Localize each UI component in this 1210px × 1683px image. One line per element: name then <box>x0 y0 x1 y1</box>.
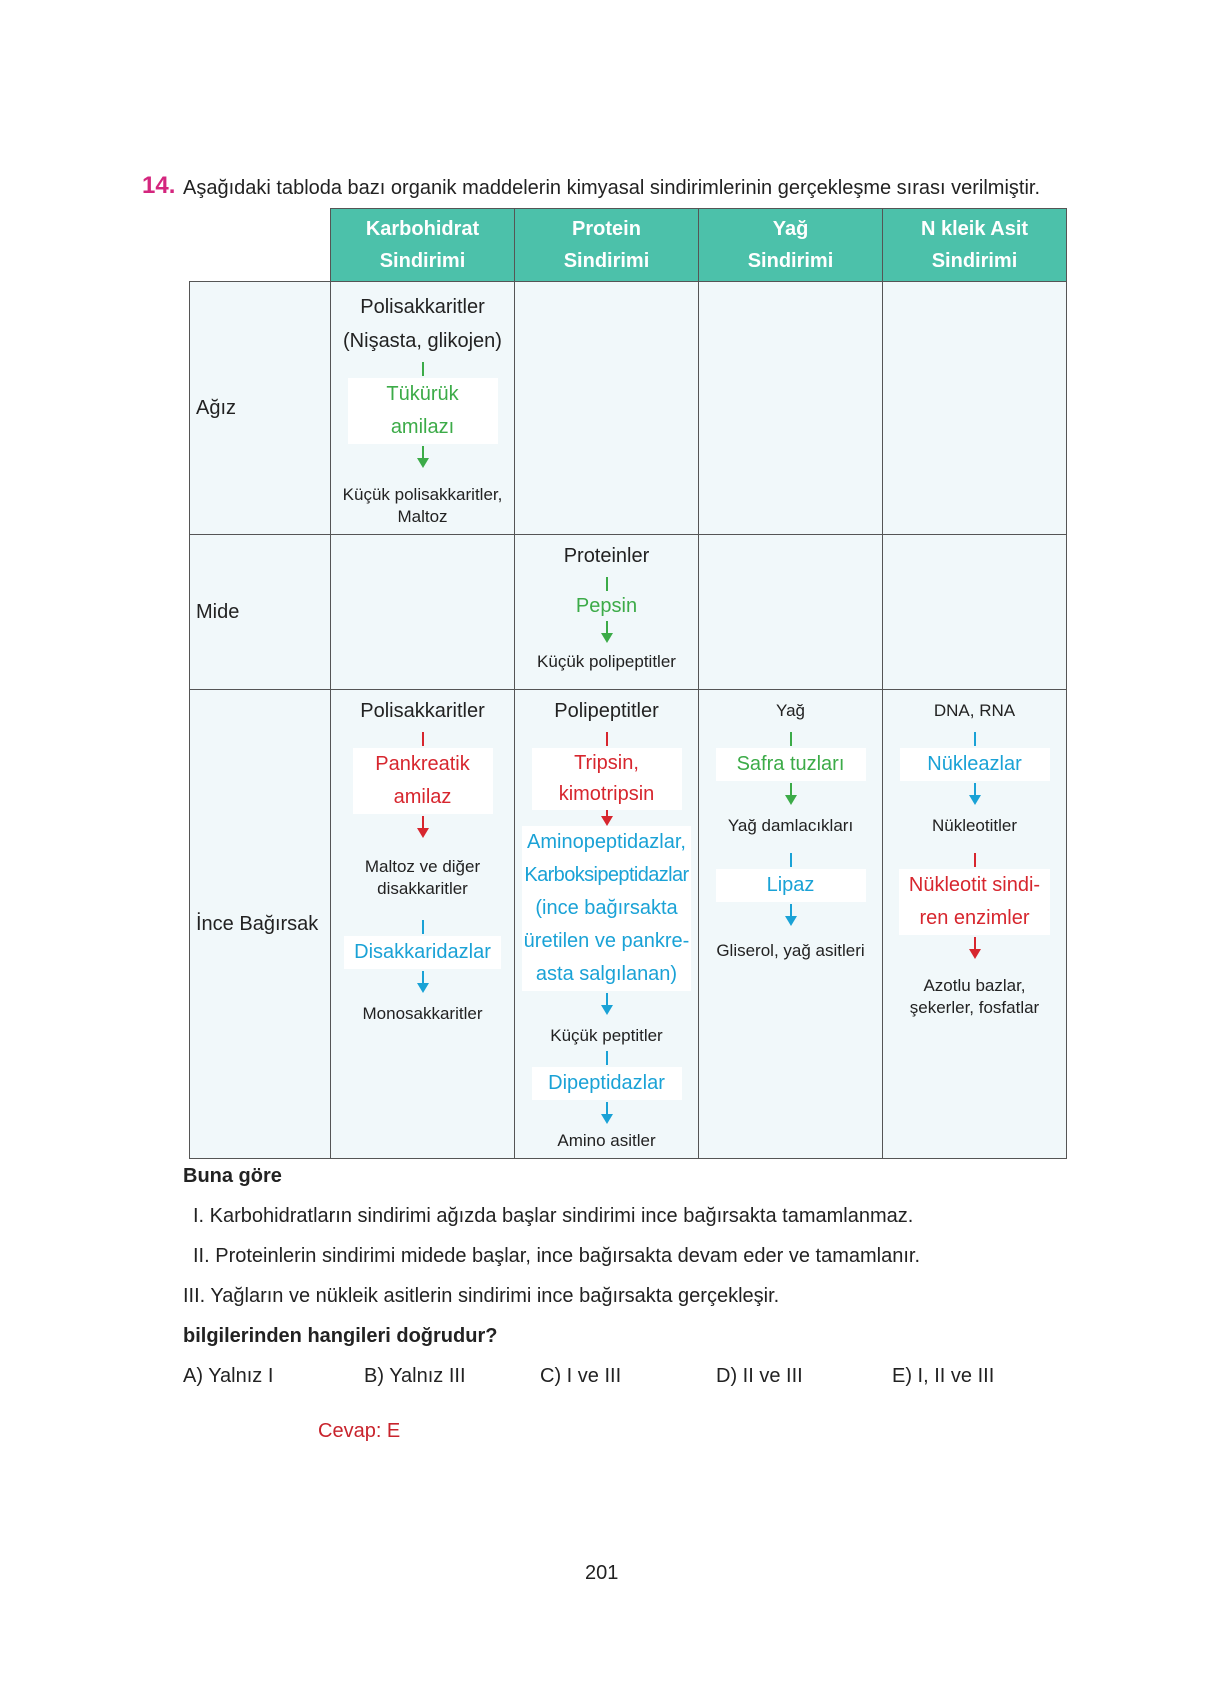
cell-stomach-carb <box>331 535 515 690</box>
table-header-row <box>190 209 1067 282</box>
substrate: Polipeptitler <box>554 700 659 722</box>
option-b[interactable]: B) Yalnız III <box>364 1365 466 1387</box>
intermediate: disakkaritler <box>377 879 468 898</box>
enzyme: Nükleotit sindi- <box>908 874 1041 896</box>
flow-tick <box>790 853 792 867</box>
enzyme: Tripsin, <box>574 752 639 774</box>
cell-intestine-protein <box>515 690 699 1159</box>
substrate: Proteinler <box>563 545 650 567</box>
cell-mouth-carb <box>331 282 515 535</box>
enzyme-box <box>532 748 682 810</box>
product: Küçük polisakkaritler, <box>342 485 503 504</box>
down-arrow-icon <box>969 937 981 959</box>
header-nucleic-acid: N kleik Asit Sindirimi <box>883 209 1067 282</box>
flow-tick <box>606 1051 608 1065</box>
enzyme: Aminopeptidazlar, <box>527 831 686 853</box>
down-arrow-icon <box>601 1102 613 1124</box>
row-mouth <box>190 282 1067 535</box>
enzyme: Pepsin <box>575 595 638 617</box>
product: Küçük polipeptitler <box>537 652 676 671</box>
enzyme: Karboksipeptidazlar <box>524 864 689 886</box>
product: Gliserol, yağ asitleri <box>716 941 865 960</box>
product: Azotlu bazlar, <box>923 976 1026 995</box>
down-arrow-icon <box>785 904 797 926</box>
down-arrow-icon <box>417 446 429 468</box>
down-arrow-icon <box>417 816 429 838</box>
enzyme: kimotripsin <box>558 783 655 805</box>
down-arrow-icon <box>785 783 797 805</box>
product: Maltoz <box>397 507 448 526</box>
statement-3: III. Yağların ve nükleik asitlerin sindirimi ince bağırsakta gerçekleşir. <box>183 1285 780 1307</box>
down-arrow-icon <box>969 783 981 805</box>
flow-tick <box>974 853 976 867</box>
intermediate: Yağ damlacıkları <box>727 816 854 835</box>
answer-text: Cevap: E <box>318 1420 401 1442</box>
down-arrow-icon <box>417 971 429 993</box>
question-text: Aşağıdaki tabloda bazı organik maddelerin kimyasal sindirimlerinin gerçekleşme sırası verilmiştir. <box>183 177 1041 199</box>
flow-tick <box>422 920 424 934</box>
option-c[interactable]: C) I ve III <box>540 1365 622 1387</box>
option-d[interactable]: D) II ve III <box>716 1365 803 1387</box>
table-corner <box>190 209 331 282</box>
option-e[interactable]: E) I, II ve III <box>892 1365 995 1387</box>
cell-mouth-fat <box>699 282 883 535</box>
enzyme: Lipaz <box>716 869 866 902</box>
intermediate: Küçük peptitler <box>550 1026 663 1045</box>
enzyme: Nükleazlar <box>900 748 1050 781</box>
cell-mouth-protein <box>515 282 699 535</box>
row-label-stomach: Mide <box>190 535 331 690</box>
enzyme: (ince bağırsakta <box>535 897 678 919</box>
flow-tick <box>974 732 976 746</box>
product: Amino asitler <box>557 1131 656 1150</box>
question-number: 14. <box>142 172 176 199</box>
intermediate: Nükleotitler <box>931 816 1018 835</box>
enzyme: Tükürük <box>386 383 459 405</box>
flow-tick <box>606 732 608 746</box>
enzyme: ren enzimler <box>919 907 1030 929</box>
product: şekerler, fosfatlar <box>909 998 1040 1017</box>
enzyme: Dipeptidazlar <box>532 1067 682 1100</box>
cell-stomach-protein <box>515 535 699 690</box>
header-carbohydrate: Karbohidrat Sindirimi <box>331 209 515 282</box>
cell-intestine-nucleic <box>883 690 1067 1159</box>
substrate: DNA, RNA <box>933 701 1016 720</box>
cell-mouth-nucleic <box>883 282 1067 535</box>
row-stomach <box>190 535 1067 690</box>
flow-tick <box>606 577 608 591</box>
row-small-intestine <box>190 690 1067 1159</box>
page-number: 201 <box>585 1562 619 1584</box>
substrate: Polisakkaritler <box>360 700 485 722</box>
option-a[interactable]: A) Yalnız I <box>183 1365 274 1387</box>
enzyme: üretilen ve pankre- <box>523 930 690 952</box>
enzyme: amilazı <box>390 416 455 438</box>
statement-2: II. Proteinlerin sindirimi midede başlar, ince bağırsakta devam eder ve tamamlanır. <box>193 1245 921 1267</box>
flow-tick <box>790 732 792 746</box>
question-prompt: bilgilerinden hangileri doğrudur? <box>183 1325 498 1347</box>
enzyme: Safra tuzları <box>716 748 866 781</box>
enzyme-box <box>899 869 1050 935</box>
buna-gore-label: Buna göre <box>183 1165 282 1187</box>
row-label-mouth: Ağız <box>190 282 331 535</box>
substrate: Yağ <box>776 701 805 720</box>
enzyme-box <box>353 748 493 814</box>
substrate: (Nişasta, glikojen) <box>343 330 502 352</box>
cell-stomach-nucleic <box>883 535 1067 690</box>
statement-1: I. Karbohidratların sindirimi ağızda başlar sindirimi ince bağırsakta tamamlanmaz. <box>193 1205 914 1227</box>
enzyme: Disakkaridazlar <box>344 936 501 969</box>
header-fat: Yağ Sindirimi <box>699 209 883 282</box>
down-arrow-icon <box>601 810 613 826</box>
digestion-table <box>189 208 1067 1159</box>
enzyme: amilaz <box>393 786 452 808</box>
down-arrow-icon <box>601 621 613 643</box>
cell-intestine-carb <box>331 690 515 1159</box>
row-label-small-intestine: İnce Bağırsak <box>190 690 331 1159</box>
flow-tick <box>422 362 424 376</box>
substrate: Polisakkaritler <box>360 296 485 318</box>
enzyme-box <box>522 826 692 991</box>
cell-stomach-fat <box>699 535 883 690</box>
flow-tick <box>422 732 424 746</box>
product: Monosakkaritler <box>362 1004 483 1023</box>
enzyme: Pankreatik <box>375 753 470 775</box>
enzyme-box <box>348 378 498 444</box>
header-protein: Protein Sindirimi <box>515 209 699 282</box>
down-arrow-icon <box>601 993 613 1015</box>
cell-intestine-fat <box>699 690 883 1159</box>
intermediate: Maltoz ve diğer <box>364 857 481 876</box>
enzyme: asta salgılanan) <box>535 963 678 985</box>
